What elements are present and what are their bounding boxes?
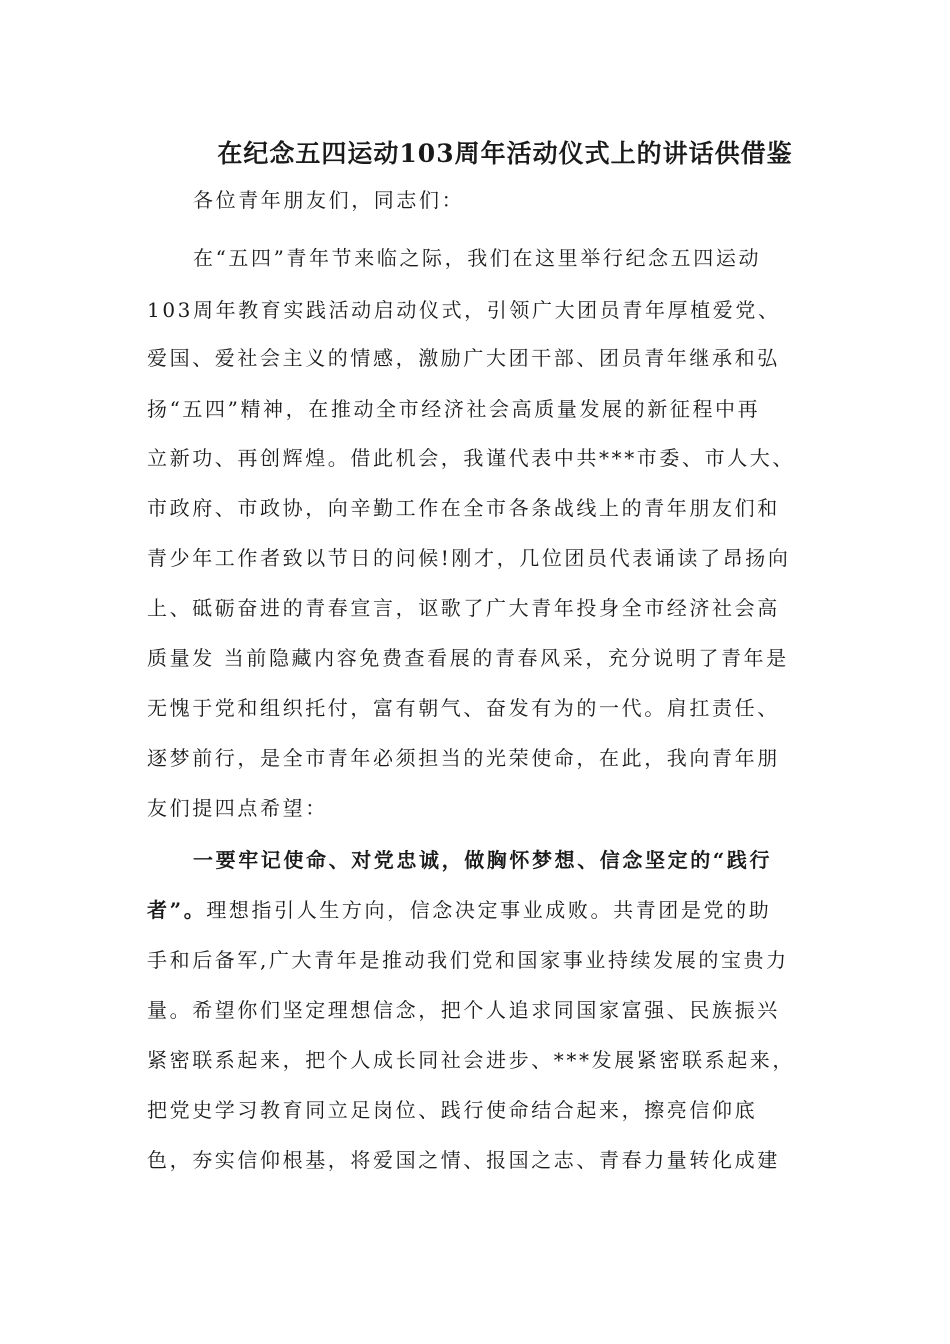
paragraph-line: 色，夯实信仰根基，将爱国之情、报国之志、青春力量转化成建 bbox=[147, 1148, 780, 1172]
salutation-line: 各位青年朋友们，同志们： bbox=[193, 188, 465, 212]
paragraph-line: 青少年工作者致以节日的问候!刚才，几位团员代表诵读了昂扬向 bbox=[147, 546, 791, 570]
paragraph-line: 紧密联系起来，把个人成长同社会进步、***发展紧密联系起来， bbox=[147, 1048, 795, 1072]
paragraph-line: 上、砥砺奋进的青春宣言，讴歌了广大青年投身全市经济社会高 bbox=[147, 596, 780, 620]
paragraph-line: 逐梦前行，是全市青年必须担当的光荣使命，在此，我向青年朋 bbox=[147, 746, 780, 770]
paragraph-line: 扬“五四”精神，在推动全市经济社会高质量发展的新征程中再 bbox=[147, 397, 761, 421]
point-heading-end: 者”。 bbox=[147, 898, 207, 922]
paragraph-text: 理想指引人生方向，信念决定事业成败。共青团是党的助 bbox=[206, 898, 772, 922]
paragraph-line: 市政府、市政协，向辛勤工作在全市各条战线上的青年朋友们和 bbox=[147, 496, 780, 520]
paragraph-line: 无愧于党和组织托付，富有朝气、奋发有为的一代。肩扛责任、 bbox=[147, 696, 780, 720]
paragraph-line: 手和后备军,广大青年是推动我们党和国家事业持续发展的宝贵力 bbox=[147, 948, 789, 972]
paragraph-line: 103周年教育实践活动启动仪式，引领广大团员青年厚植爱党、 bbox=[147, 298, 781, 322]
point-heading-line: 一要牢记使命、对党忠诚，做胸怀梦想、信念坚定的“践行 bbox=[193, 848, 773, 872]
paragraph-line: 友们提四点希望： bbox=[147, 796, 328, 820]
paragraph-line: 在“五四”青年节来临之际，我们在这里举行纪念五四运动 bbox=[193, 246, 762, 270]
paragraph-line: 爱国、爱社会主义的情感，激励广大团干部、团员青年继承和弘 bbox=[147, 346, 780, 370]
paragraph-line: 立新功、再创辉煌。借此机会，我谨代表中共***市委、市人大、 bbox=[147, 446, 795, 470]
paragraph-line: 量。希望你们坚定理想信念，把个人追求同国家富强、民族振兴 bbox=[147, 998, 780, 1022]
paragraph-line: 把党史学习教育同立足岗位、践行使命结合起来，擦亮信仰底 bbox=[147, 1098, 758, 1122]
paragraph-line bbox=[147, 890, 771, 930]
document-title: 在纪念五四运动103周年活动仪式上的讲话供借鉴 bbox=[217, 139, 793, 168]
paragraph-line: 质量发 当前隐藏内容免费查看展的青春风采，充分说明了青年是 bbox=[147, 646, 789, 670]
